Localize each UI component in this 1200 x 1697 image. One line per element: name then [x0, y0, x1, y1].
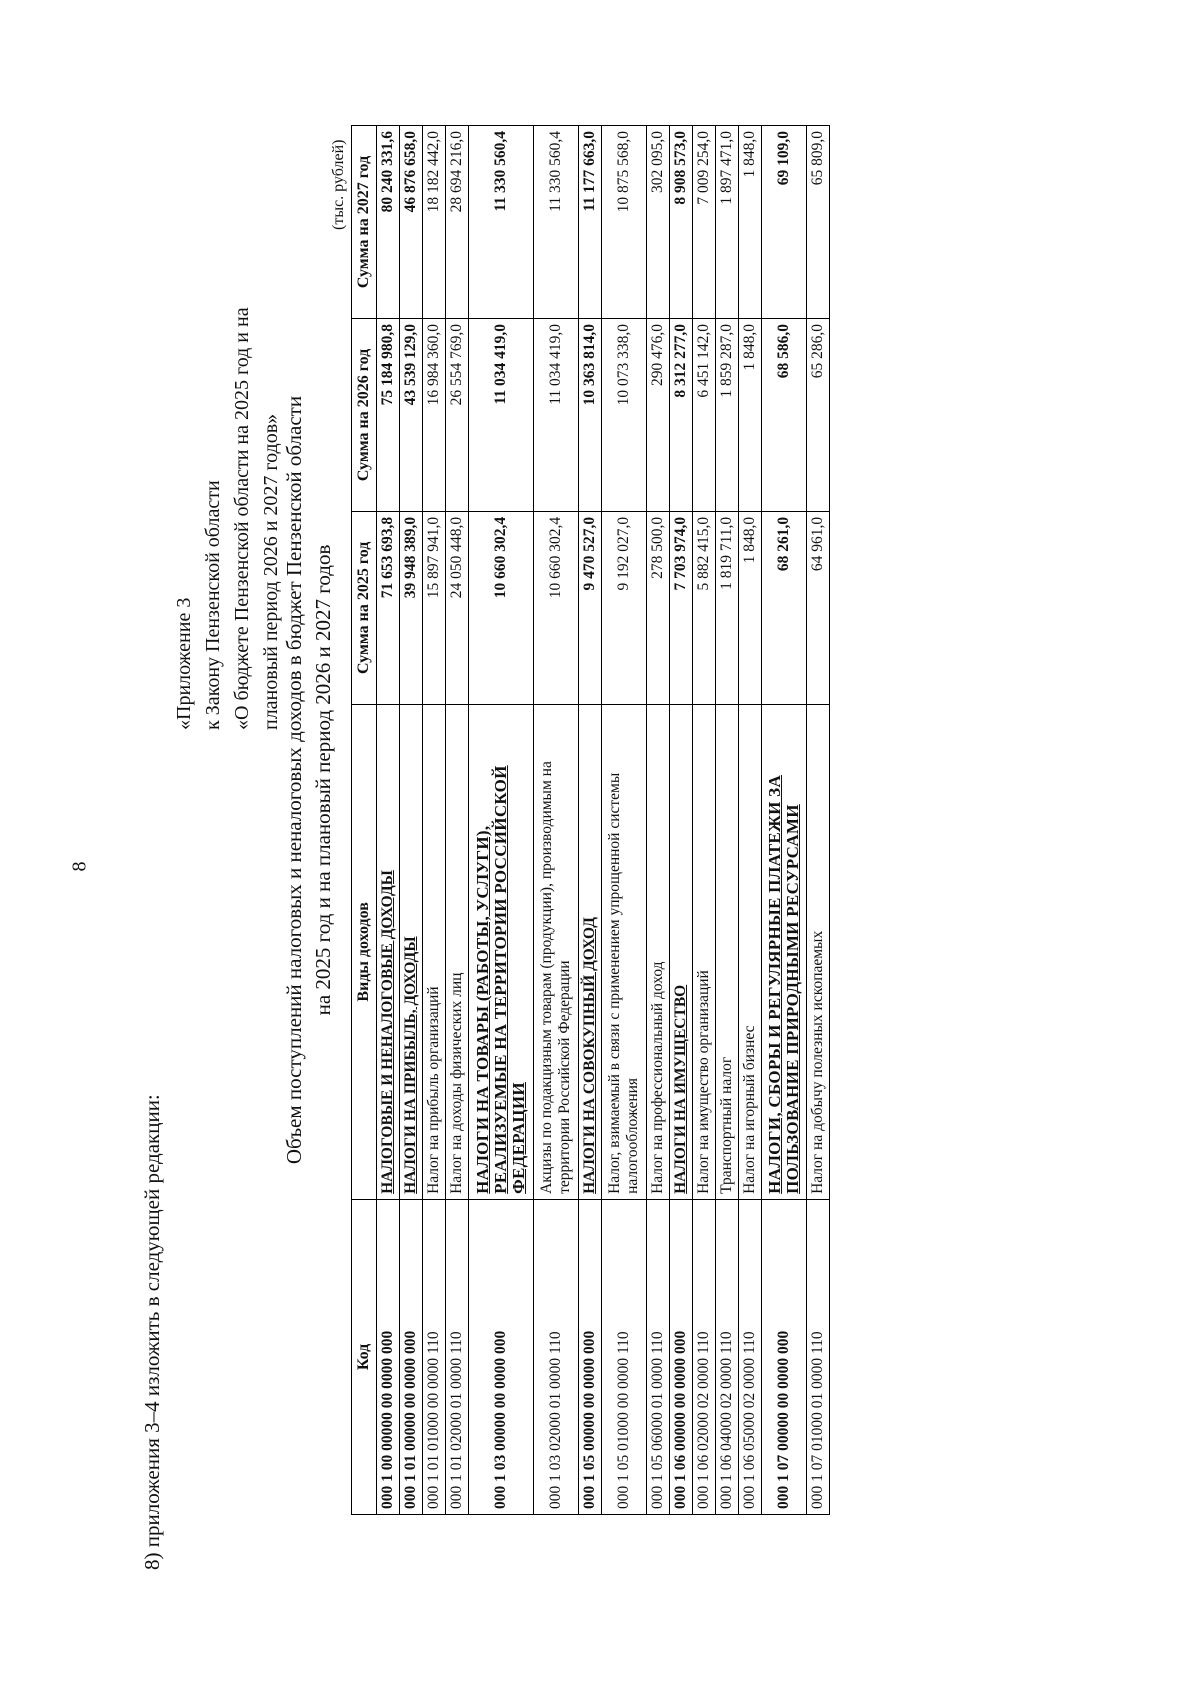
row-2027: 69 109,0 [762, 126, 807, 319]
row-name: НАЛОГОВЫЕ И НЕНАЛОГОВЫЕ ДОХОДЫ [377, 704, 400, 1199]
row-2025: 15 897 941,0 [423, 511, 446, 704]
table-header-row [352, 126, 377, 1515]
row-2027: 11 330 560,4 [534, 126, 579, 319]
row-2027: 28 694 216,0 [446, 126, 469, 319]
row-2025: 68 261,0 [762, 511, 807, 704]
row-name: НАЛОГИ НА СОВОКУПНЫЙ ДОХОД [579, 704, 602, 1199]
row-2026: 65 286,0 [807, 318, 830, 511]
row-2025: 278 500,0 [647, 511, 670, 704]
row-code: 000 1 07 00000 00 0000 000 [762, 1199, 807, 1514]
row-2026: 10 073 338,0 [602, 318, 647, 511]
table-row [446, 126, 469, 1515]
table-row [400, 126, 423, 1515]
row-name: Налог на добычу полезных ископаемых [807, 704, 830, 1199]
row-2026: 290 476,0 [647, 318, 670, 511]
row-2027: 46 876 658,0 [400, 126, 423, 319]
row-2026: 75 184 980,8 [377, 318, 400, 511]
row-name: НАЛОГИ, СБОРЫ И РЕГУЛЯРНЫЕ ПЛАТЕЖИ ЗА ПОЛЬЗОВАНИЕ ПРИРОДНЫМИ РЕСУРСАМИ [762, 704, 807, 1199]
row-2027: 11 330 560,4 [469, 126, 534, 319]
row-2027: 1 897 471,0 [716, 126, 739, 319]
page-number: 8 [68, 861, 91, 872]
header-2026: Сумма на 2026 год [352, 318, 377, 511]
row-code: 000 1 01 02000 01 0000 110 [446, 1199, 469, 1514]
row-2026: 68 586,0 [762, 318, 807, 511]
row-name: НАЛОГИ НА ИМУЩЕСТВО [670, 704, 693, 1199]
row-code: 000 1 03 00000 00 0000 000 [469, 1199, 534, 1514]
row-code: 000 1 06 00000 00 0000 000 [670, 1199, 693, 1514]
row-code: 000 1 06 04000 02 0000 110 [716, 1199, 739, 1514]
rotated-page-content [140, 130, 1040, 1570]
row-name: Налог на прибыль организаций [423, 704, 446, 1199]
table-row [739, 126, 762, 1515]
table-row [807, 126, 830, 1515]
row-2027: 80 240 331,6 [377, 126, 400, 319]
row-2027: 65 809,0 [807, 126, 830, 319]
row-name: Налог на профессиональный доход [647, 704, 670, 1199]
row-code: 000 1 00 00000 00 0000 000 [377, 1199, 400, 1514]
table-row [534, 126, 579, 1515]
row-code: 000 1 03 02000 01 0000 110 [534, 1199, 579, 1514]
table-row [762, 126, 807, 1515]
table-row [647, 126, 670, 1515]
row-code: 000 1 05 01000 00 0000 110 [602, 1199, 647, 1514]
row-2027: 7 009 254,0 [693, 126, 716, 319]
row-2025: 1 848,0 [739, 511, 762, 704]
row-2025: 7 703 974,0 [670, 511, 693, 704]
row-2027: 10 875 568,0 [602, 126, 647, 319]
row-2026: 26 554 769,0 [446, 318, 469, 511]
intro-text: 8) приложения 3–4 изложить в следующей редакции: [140, 1094, 164, 1570]
row-2027: 302 095,0 [647, 126, 670, 319]
row-2027: 18 182 442,0 [423, 126, 446, 319]
row-2026: 1 848,0 [739, 318, 762, 511]
table-row [602, 126, 647, 1515]
header-2025: Сумма на 2025 год [352, 511, 377, 704]
row-code: 000 1 01 01000 00 0000 110 [423, 1199, 446, 1514]
row-name: НАЛОГИ НА ТОВАРЫ (РАБОТЫ, УСЛУГИ), РЕАЛИЗУЕМЫЕ НА ТЕРРИТОРИИ РОССИЙСКОЙ ФЕДЕРАЦИИ [469, 704, 534, 1199]
row-name: Налог, взимаемый в связи с применением упрощенной системы налогообложения [602, 704, 647, 1199]
row-2025: 10 660 302,4 [534, 511, 579, 704]
appendix-line: «О бюджете Пензенской области на 2025 год и на [231, 307, 253, 730]
row-code: 000 1 05 06000 01 0000 110 [647, 1199, 670, 1514]
units-label: (тыс. рублей) [330, 139, 347, 230]
appendix-line: к Закону Пензенской области [202, 480, 224, 730]
table-row [423, 126, 446, 1515]
row-name: Транспортный налог [716, 704, 739, 1199]
appendix-line: «Приложение 3 [173, 597, 195, 730]
row-code: 000 1 05 00000 00 0000 000 [579, 1199, 602, 1514]
row-2025: 9 192 027,0 [602, 511, 647, 704]
row-2025: 24 050 448,0 [446, 511, 469, 704]
header-code: Код [352, 1199, 377, 1514]
row-name: Налог на имущество организаций [693, 704, 716, 1199]
row-code: 000 1 06 02000 02 0000 110 [693, 1199, 716, 1514]
row-2026: 43 539 129,0 [400, 318, 423, 511]
row-2025: 10 660 302,4 [469, 511, 534, 704]
row-2026: 6 451 142,0 [693, 318, 716, 511]
header-name: Виды доходов [352, 704, 377, 1199]
table-row [469, 126, 534, 1515]
row-2025: 9 470 527,0 [579, 511, 602, 704]
table-title-line: Объем поступлений налоговых и неналоговых доходов в бюджет Пензенской области [282, 395, 306, 1165]
table-row [716, 126, 739, 1515]
table-row [693, 126, 716, 1515]
row-2026: 16 984 360,0 [423, 318, 446, 511]
appendix-reference [170, 307, 286, 730]
row-2027: 1 848,0 [739, 126, 762, 319]
row-2026: 8 312 277,0 [670, 318, 693, 511]
row-2026: 11 034 419,0 [534, 318, 579, 511]
revenue-table [351, 125, 830, 1515]
row-code: 000 1 01 00000 00 0000 000 [400, 1199, 423, 1514]
row-code: 000 1 06 05000 02 0000 110 [739, 1199, 762, 1514]
appendix-line: плановый период 2026 и 2027 годов» [260, 413, 282, 730]
row-name: Налог на игорный бизнес [739, 704, 762, 1199]
table-row [377, 126, 400, 1515]
row-2026: 11 034 419,0 [469, 318, 534, 511]
row-2027: 8 908 573,0 [670, 126, 693, 319]
row-2025: 64 961,0 [807, 511, 830, 704]
table-title [280, 230, 338, 1330]
row-2027: 11 177 663,0 [579, 126, 602, 319]
row-code: 000 1 07 01000 01 0000 110 [807, 1199, 830, 1514]
row-2025: 1 819 711,0 [716, 511, 739, 704]
row-2026: 1 859 287,0 [716, 318, 739, 511]
row-name: НАЛОГИ НА ПРИБЫЛЬ, ДОХОДЫ [400, 704, 423, 1199]
table-title-line: на 2025 год и на плановый период 2026 и 2027 годов [311, 544, 335, 1016]
row-2026: 10 363 814,0 [579, 318, 602, 511]
header-2027: Сумма на 2027 год [352, 126, 377, 319]
row-2025: 71 653 693,8 [377, 511, 400, 704]
table-row [670, 126, 693, 1515]
row-name: Акцизы по подакцизным товарам (продукции), производимым на территории Российской Федерации [534, 704, 579, 1199]
row-2025: 5 882 415,0 [693, 511, 716, 704]
row-2025: 39 948 389,0 [400, 511, 423, 704]
row-name: Налог на доходы физических лиц [446, 704, 469, 1199]
table-row [579, 126, 602, 1515]
